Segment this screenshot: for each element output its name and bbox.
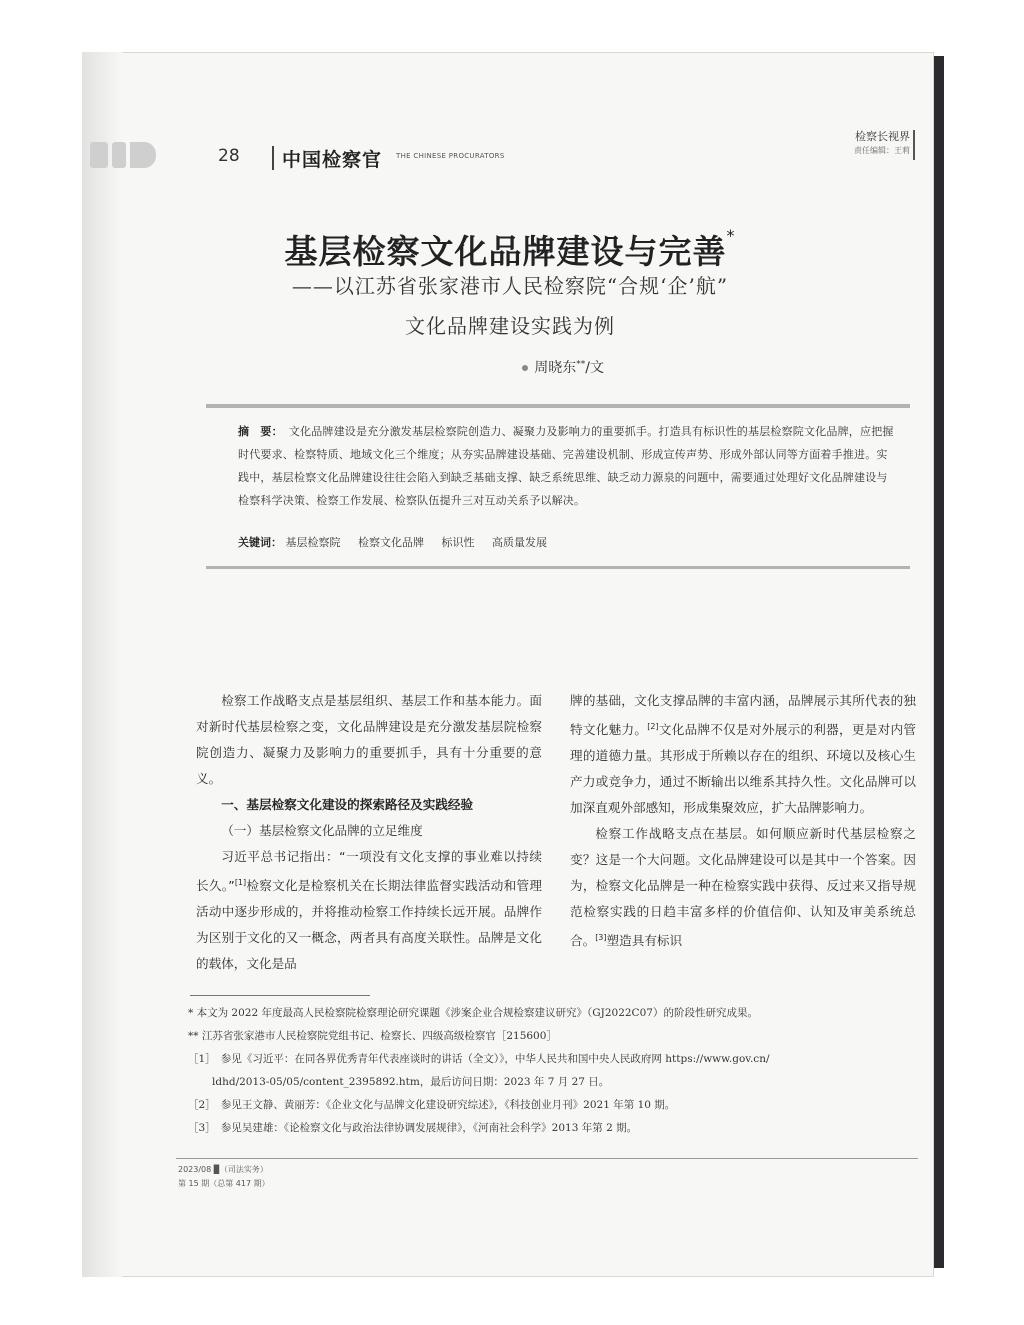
- abstract: [238, 420, 898, 512]
- article-subtitle-line2: 文化品牌建设实践为例: [405, 314, 615, 338]
- section-marker: [913, 130, 915, 160]
- paragraph: 牌的基础，文化支撑品牌的丰富内涵，品牌展示其所代表的独特文化魅力。[2]文化品牌不仅是对外展示的利器，更是对内管理的道德力量。其形成于所赖以存在的组织、环境以及核心生产力或竞争力，通过不断输出以维系其持久性。文化品牌可以加深直观外部感知，形成集聚效应，扩大品牌影响力。: [570, 693, 917, 816]
- body-column-right: [570, 688, 916, 954]
- bullet-icon: [522, 365, 528, 371]
- footnotes: [188, 1002, 918, 1140]
- footnote: ** 江苏省张家港市人民检察院党组书记、检察长、四级高级检察官［215600］: [188, 1030, 557, 1042]
- footnote-rule: [190, 995, 370, 996]
- magazine-logo: 中国检察官: [282, 149, 383, 171]
- footnote: * 本文为 2022 年度最高人民检察院检察理论研究课题《涉案企业合规检察建议研究》（GJ2022C07）的阶段性研究成果。: [188, 1007, 758, 1019]
- page-gutter-shadow: [82, 52, 122, 1277]
- keyword: 检察文化品牌: [358, 536, 424, 549]
- article-author: 周晓东**/文: [150, 357, 604, 377]
- issue-info: 2023/08 ▉（司法实务）: [178, 1165, 268, 1174]
- keyword: 标识性: [441, 536, 475, 549]
- abstract-top-rule: [206, 404, 910, 408]
- section-editor: 责任编辑：王莉: [854, 146, 910, 155]
- header-divider: [272, 146, 274, 170]
- abstract-label: 摘 要：: [238, 425, 283, 438]
- citation-ref: [2]: [647, 722, 659, 731]
- citation-ref: [3]: [595, 933, 607, 943]
- keywords-label: 关键词：: [238, 536, 282, 549]
- magazine-english-title: THE CHINESE PROCURATORS: [396, 152, 505, 160]
- article-title: 基层检察文化品牌建设与完善*: [284, 226, 736, 271]
- page-number: 28: [218, 146, 240, 166]
- keyword: 基层检察院: [285, 536, 341, 549]
- paragraph: 检察工作战略支点在基层。如何顺应新时代基层检察之变？这是一个大问题。文化品牌建设可以是其中一个答案。因为，检察文化品牌是一种在检察实践中获得、反过来又指导规范检察实践的日趋丰富多样的价值信仰、认知及审美系统总合。[3]塑造具有标识: [570, 826, 916, 949]
- author-footnote-mark: **: [576, 359, 586, 370]
- article-subtitle-line1: ——以江苏省张家港市人民检察院“合规‘企’航”: [291, 274, 729, 298]
- title-footnote-mark: *: [726, 226, 736, 245]
- paragraph: 检察工作战略支点是基层组织、基层工作和基本能力。面对新时代基层检察之变，文化品牌建设是充分激发基层院检察院创造力、凝聚力及影响力的重要抓手，具有十分重要的意义。: [196, 693, 542, 786]
- subsection-heading: （一）基层检察文化品牌的立足维度: [221, 823, 423, 838]
- reference: ［2］ 参见王文静、黄丽芳：《企业文化与品牌文化建设研究综述》，《科技创业月刊》2021 年第 10 期。: [188, 1099, 676, 1111]
- body-column-left: [196, 688, 542, 977]
- issue-number: 第 15 期（总第 417 期）: [178, 1179, 270, 1188]
- abstract-bottom-rule: [206, 566, 910, 569]
- paragraph: 习近平总书记指出：“一项没有文化支撑的事业难以持续长久。”[1]检察文化是检察机关在长期法律监督实践活动和管理活动中逐步形成的，并将推动检察工作持续长远开展。品牌作为区别于文化的又一概念，两者具有高度关联性。品牌是文化的载体，文化是品: [196, 849, 542, 972]
- section-heading: 一、基层检察文化建设的探索路径及实践经验: [221, 797, 474, 812]
- citation-ref: [1]: [234, 878, 247, 887]
- reference: ［1］ 参见《习近平：在同各界优秀青年代表座谈时的讲话（全文）》，中华人民共和国中央人民政府网 https://www.gov.cn/: [188, 1053, 770, 1065]
- abstract-text: 文化品牌建设是充分激发基层检察院创造力、凝聚力及影响力的重要抓手。打造具有标识性的基层检察院文化品牌，应把握时代要求、检察特质、地域文化三个维度；从夯实品牌建设基础、完善建设机制、形成宣传声势、形成外部认同等方面着手推进。实践中，基层检察文化品牌建设往往会陷入到缺乏基础支撑、缺乏系统思维、缺乏动力源泉的问题中，需要通过处理好文化品牌建设与检察科学决策、检察工作发展、检察队伍提升三对互动关系予以解决。: [238, 425, 894, 507]
- keywords: [238, 534, 898, 552]
- keyword: 高质量发展: [492, 536, 547, 549]
- footer-rule: [176, 1158, 918, 1159]
- reference-continuation: ldhd/2013-05/05/content_2395892.htm，最后访问日期：2023 年 7 月 27 日。: [212, 1076, 610, 1088]
- binder-clip-icon: [90, 142, 158, 168]
- reference: ［3］ 参见吴建雄：《论检察文化与政治法律协调发展规律》，《河南社会科学》2013 年第 2 期。: [188, 1122, 638, 1134]
- section-name: 检察长视界: [855, 130, 910, 143]
